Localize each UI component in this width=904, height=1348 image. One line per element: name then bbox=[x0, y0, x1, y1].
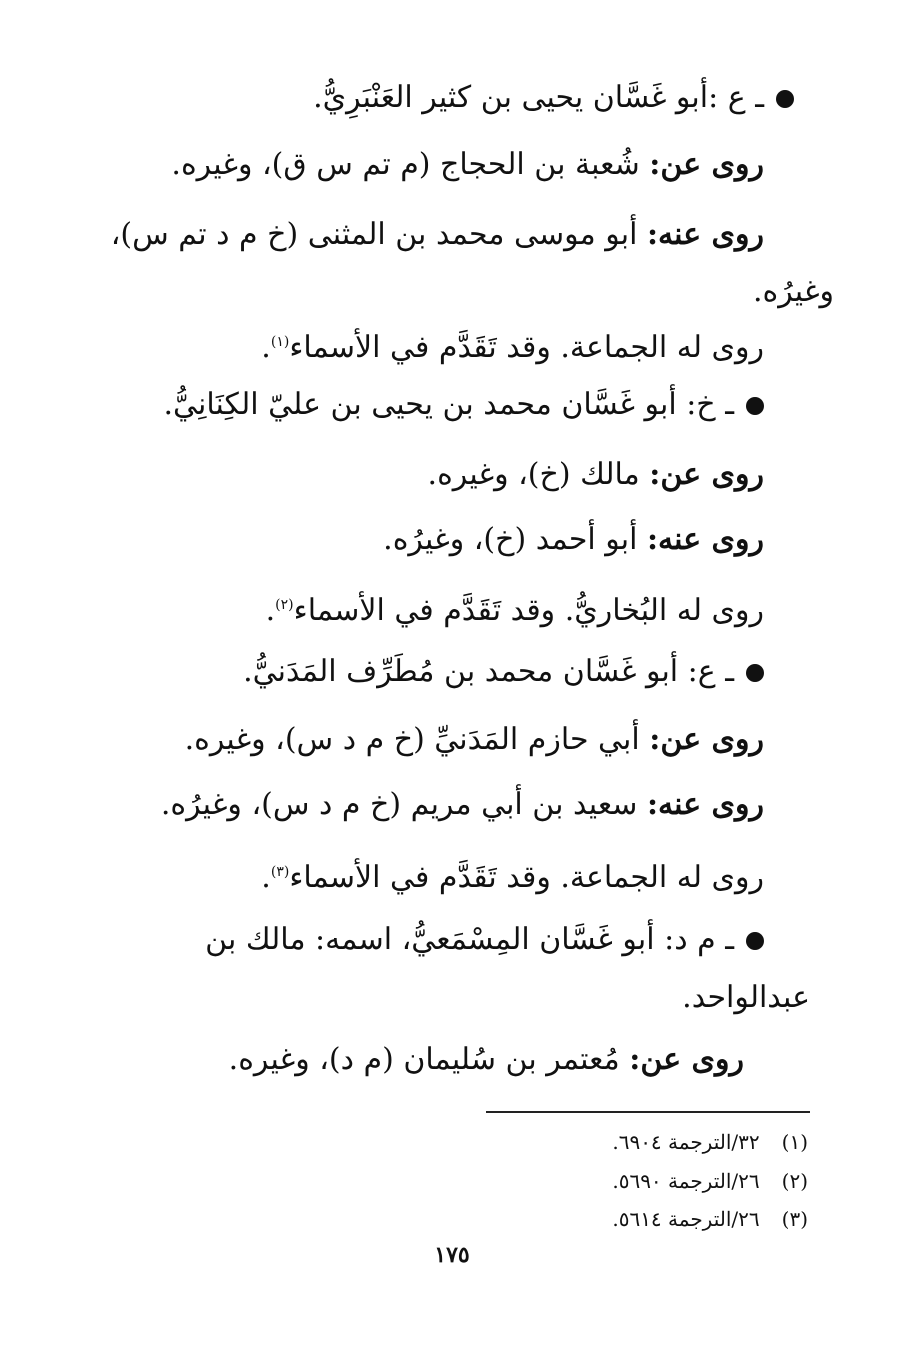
footnote-number: (٢) bbox=[781, 1169, 808, 1193]
narrated-from-label: روى عن: bbox=[649, 147, 764, 182]
narrated-from-text: شُعبة بن الحجاج (م تم س ق)، وغيره. bbox=[171, 147, 640, 182]
entry-4-title-continuation: عبدالواحد. bbox=[682, 980, 810, 1015]
narrated-by-text: سعيد بن أبي مريم (خ م د س)، وغيرُه. bbox=[160, 787, 638, 822]
entry-3-heading bbox=[243, 652, 764, 692]
entry-1-narrated-from bbox=[171, 145, 764, 185]
footnote-3 bbox=[612, 1205, 808, 1233]
entry-3-title: ـ ع: أبو غَسَّان محمد بن مُطَرِّف المَدَنيُّ. bbox=[243, 654, 734, 689]
narrated-by-label: روى عنه: bbox=[646, 787, 764, 822]
narrated-by-continuation: وغيرُه. bbox=[752, 274, 834, 309]
bullet-icon bbox=[746, 932, 764, 950]
entry-2-note bbox=[266, 585, 764, 631]
entry-2-narrated-by bbox=[383, 520, 764, 560]
note-end: . bbox=[261, 330, 271, 365]
entry-4-title: ـ م د: أبو غَسَّان المِسْمَعيُّ، اسمه: مالك بن bbox=[205, 922, 734, 957]
footnote-ref: (٢) bbox=[275, 597, 294, 613]
narrated-by-label: روى عنه: bbox=[646, 522, 764, 557]
narrated-from-label: روى عن: bbox=[649, 722, 764, 757]
note-text: روى له البُخاريُّ. وقد تَقَدَّم في الأسماء bbox=[293, 593, 764, 628]
entry-2-narrated-from bbox=[428, 455, 764, 495]
footnote-number: (٣) bbox=[781, 1207, 808, 1231]
footnote-divider bbox=[486, 1111, 810, 1113]
footnote-number: (١) bbox=[781, 1130, 808, 1154]
entry-1-heading bbox=[313, 78, 794, 118]
narrated-from-label: روى عن: bbox=[649, 457, 764, 492]
narrated-by-text: أبو أحمد (خ)، وغيرُه. bbox=[383, 522, 638, 557]
narrated-from-text: مالك (خ)، وغيره. bbox=[427, 457, 640, 492]
entry-1-narrated-by bbox=[111, 215, 764, 255]
footnote-ref: (٣) bbox=[270, 864, 290, 880]
narrated-by-label: روى عنه: bbox=[646, 217, 764, 252]
entry-1-title: ـ ع :أبو غَسَّان يحيى بن كثير العَنْبَرِيُّ. bbox=[313, 80, 764, 115]
entry-1-narrated-by-cont bbox=[753, 272, 834, 312]
entry-4-narrated-from bbox=[229, 1040, 744, 1080]
entry-1-note bbox=[261, 322, 764, 368]
footnote-text: ٢٦/الترجمة ٥٦٩٠. bbox=[612, 1169, 760, 1193]
entry-4-heading bbox=[205, 920, 764, 960]
page-number: ١٧٥ bbox=[434, 1242, 470, 1268]
footnote-ref: (١) bbox=[270, 334, 290, 350]
note-text: روى له الجماعة. وقد تَقَدَّم في الأسماء bbox=[289, 330, 764, 365]
footnote-2 bbox=[612, 1167, 808, 1195]
narrated-from-label: روى عن: bbox=[629, 1042, 744, 1077]
note-end: . bbox=[261, 860, 271, 895]
entry-4-heading-cont bbox=[682, 978, 810, 1018]
bullet-icon bbox=[746, 397, 764, 415]
narrated-from-text: مُعتمر بن سُليمان (م د)، وغيره. bbox=[228, 1042, 620, 1077]
entry-3-note bbox=[261, 852, 764, 898]
footnote-1 bbox=[612, 1128, 808, 1156]
note-text: روى له الجماعة. وقد تَقَدَّم في الأسماء bbox=[289, 860, 764, 895]
bullet-icon bbox=[776, 90, 794, 108]
entry-2-heading bbox=[163, 385, 764, 425]
footnote-text: ٣٢/الترجمة ٦٩٠٤. bbox=[612, 1130, 760, 1154]
footnote-text: ٢٦/الترجمة ٥٦١٤. bbox=[612, 1207, 760, 1231]
bullet-icon bbox=[746, 664, 764, 682]
narrated-by-text: أبو موسى محمد بن المثنى (خ م د تم س)، bbox=[110, 217, 638, 252]
narrated-from-text: أبي حازم المَدَنيِّ (خ م د س)، وغيره. bbox=[184, 722, 640, 757]
entry-2-title: ـ خ: أبو غَسَّان محمد بن يحيى بن عليّ الكِنَانِيُّ. bbox=[163, 387, 734, 422]
entry-3-narrated-from bbox=[185, 720, 764, 760]
note-end: . bbox=[265, 593, 276, 628]
entry-3-narrated-by bbox=[161, 785, 764, 825]
